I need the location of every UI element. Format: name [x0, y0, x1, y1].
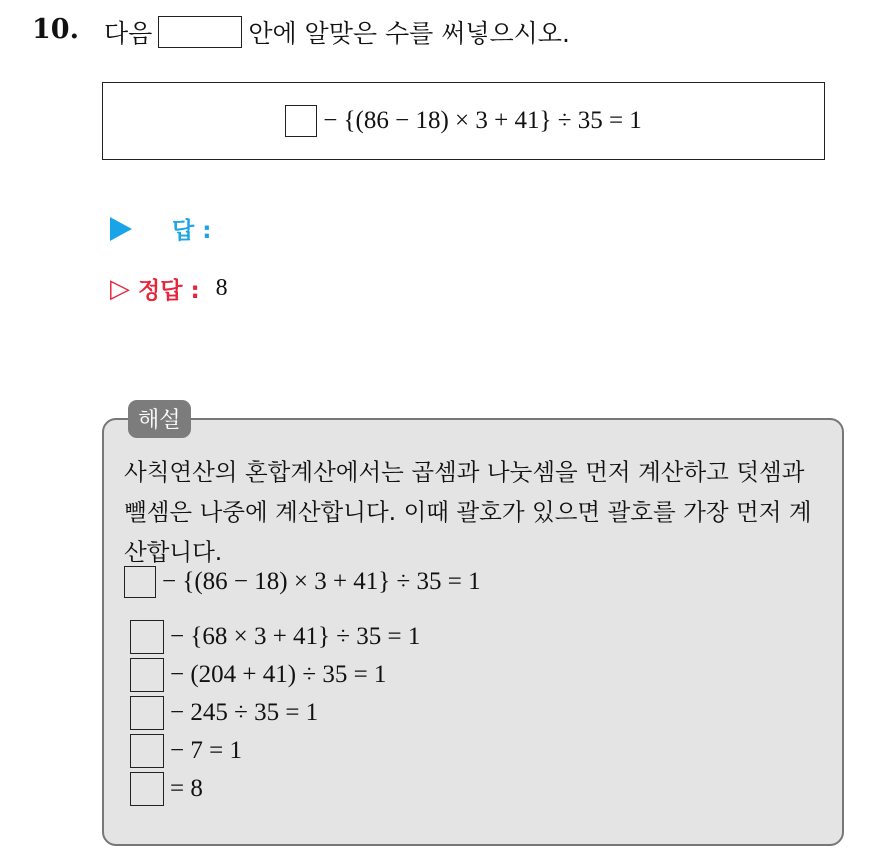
correct-answer-row — [110, 272, 228, 305]
question-number: 10. — [32, 14, 79, 45]
solution-step-text: − {68 × 3 + 41} ÷ 35 = 1 — [170, 623, 421, 650]
explanation-tag: 해설 — [128, 400, 191, 438]
problem-equation — [285, 105, 642, 137]
solution-step — [130, 656, 420, 694]
solution-step-text: − (204 + 41) ÷ 35 = 1 — [170, 661, 387, 688]
blank-square — [130, 658, 164, 692]
solution-step — [130, 732, 420, 770]
answer-label: 답 : — [172, 218, 212, 244]
blank-square — [285, 105, 317, 137]
solution-steps — [130, 618, 420, 808]
question-text-before: 다음 — [104, 19, 153, 48]
solution-step-text: = 8 — [170, 775, 203, 802]
solution-step — [130, 694, 420, 732]
solution-step — [130, 770, 420, 808]
blank-square — [130, 696, 164, 730]
solution-step — [130, 618, 420, 656]
play-triangle-icon — [110, 217, 132, 241]
question-prompt — [104, 14, 570, 50]
problem-box — [102, 82, 825, 160]
blank-square — [124, 566, 156, 598]
blank-box — [158, 16, 242, 48]
explanation-equation-text: − {(86 − 18) × 3 + 41} ÷ 35 = 1 — [162, 568, 481, 595]
outline-triangle-icon: ▷ — [110, 273, 130, 304]
answer-row — [110, 212, 211, 245]
correct-answer-value: 8 — [215, 275, 228, 301]
correct-answer-label: 정답 : — [138, 278, 200, 304]
explanation-equation — [124, 566, 481, 598]
blank-square — [130, 734, 164, 768]
explanation-text: 사칙연산의 혼합계산에서는 곱셈과 나눗셈을 먼저 계산하고 덧셈과 뺄셈은 나중에 계산합니다. 이때 괄호가 있으면 괄호를 가장 먼저 계산합니다. — [124, 458, 812, 566]
solution-step-text: − 245 ÷ 35 = 1 — [170, 699, 319, 726]
blank-square — [130, 772, 164, 806]
question-text-after: 안에 알맞은 수를 써넣으시오. — [248, 19, 570, 48]
solution-step-text: − 7 = 1 — [170, 737, 242, 764]
problem-equation-text: − {(86 − 18) × 3 + 41} ÷ 35 = 1 — [323, 107, 642, 134]
blank-square — [130, 620, 164, 654]
